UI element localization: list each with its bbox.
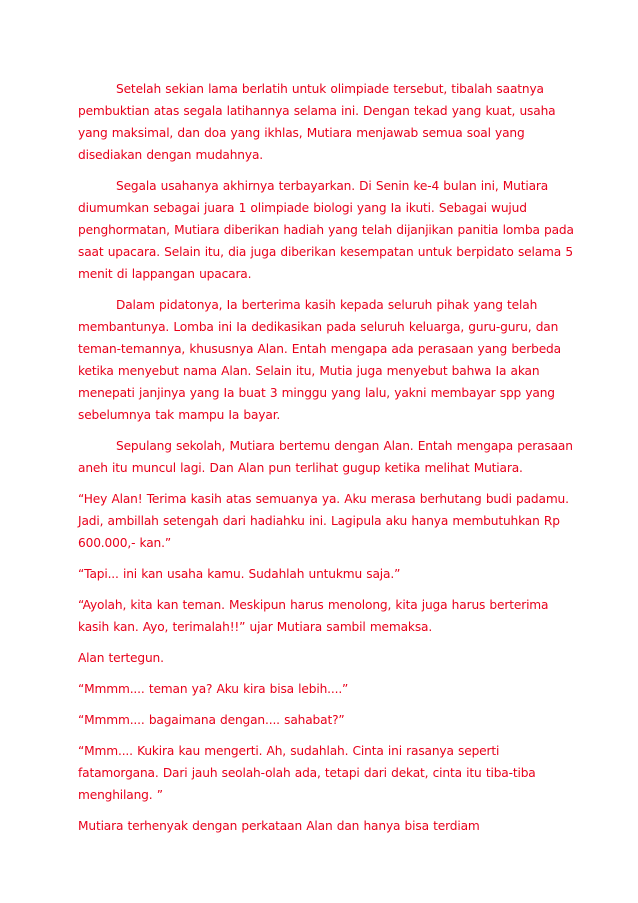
dialogue-1: “Hey Alan! Terima kasih atas semuanya ya. Aku merasa berhutang budi padamu. Jadi, ambillah setengah dari hadiahku ini. Lagipula aku hanya membutuhkan Rp 600.000,- kan.”	[78, 492, 569, 550]
dialogue-6: “Mmm.... Kukira kau mengerti. Ah, sudahlah. Cinta ini rasanya seperti fatamorgana. Dari jauh seolah-olah ada, tetapi dari dekat, cinta itu tiba-tiba menghilang. ”	[78, 744, 536, 802]
paragraph-1: Setelah sekian lama berlatih untuk olimpiade tersebut, tibalah saatnya pembuktian atas segala latihannya selama ini. Dengan tekad yang kuat, usaha yang maksimal, dan doa yang ikhlas, Mutiara menjawab semua soal yang disediakan dengan mudahnya.	[78, 82, 556, 162]
narration-1: Alan tertegun.	[78, 651, 164, 665]
dialogue-4: “Mmmm.... teman ya? Aku kira bisa lebih....”	[78, 682, 349, 696]
dialogue-5: “Mmmm.... bagaimana dengan.... sahabat?”	[78, 713, 345, 727]
paragraph-4: Sepulang sekolah, Mutiara bertemu dengan Alan. Entah mengapa perasaan aneh itu muncul lagi. Dan Alan pun terlihat gugup ketika melihat Mutiara.	[78, 439, 573, 475]
paragraph-3: Dalam pidatonya, Ia berterima kasih kepada seluruh pihak yang telah membantunya. Lomba ini Ia dedikasikan pada seluruh keluarga, guru-guru, dan teman-temannya, khususnya Alan. Entah mengapa ada perasaan yang berbeda ketika menyebut nama Alan. Selain itu, Mutia juga menyebut bahwa Ia akan menepati janjinya yang Ia buat 3 minggu yang lalu, yakni membayar spp yang sebelumnya tak mampu Ia bayar.	[78, 298, 561, 422]
dialogue-2: “Tapi... ini kan usaha kamu. Sudahlah untukmu saja.”	[78, 567, 401, 581]
narration-2: Mutiara terhenyak dengan perkataan Alan dan hanya bisa terdiam	[78, 819, 480, 833]
dialogue-3: “Ayolah, kita kan teman. Meskipun harus menolong, kita juga harus berterima kasih kan. Ayo, terimalah!!” ujar Mutiara sambil memaksa.	[78, 598, 549, 634]
paragraph-2: Segala usahanya akhirnya terbayarkan. Di Senin ke-4 bulan ini, Mutiara diumumkan sebagai juara 1 olimpiade biologi yang Ia ikuti. Sebagai wujud penghormatan, Mutiara diberikan hadiah yang telah dijanjikan panitia lomba pada saat upacara. Selain itu, dia juga diberikan kesempatan untuk berpidato selama 5 menit di lappangan upacara.	[78, 179, 574, 281]
